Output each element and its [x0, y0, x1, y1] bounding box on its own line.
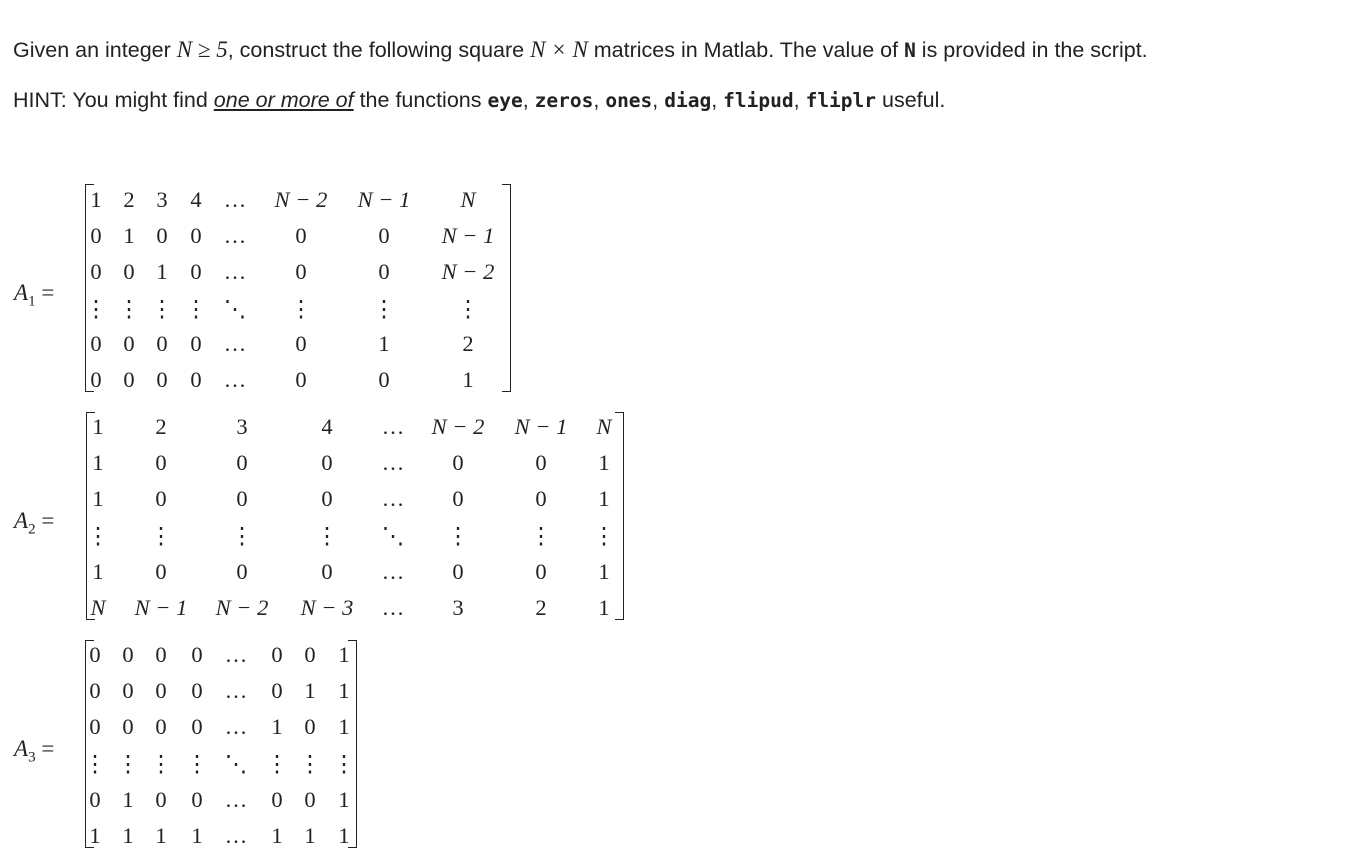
- matrix-cell: 0: [191, 787, 203, 812]
- matrix-cell: ⋮: [149, 751, 173, 776]
- matrix-cell: 0: [122, 678, 134, 703]
- matrix-cell: …: [381, 559, 405, 584]
- matrix-cell: 0: [191, 678, 203, 703]
- matrix-cell: 0: [155, 559, 167, 584]
- matrix-cell: 1: [304, 823, 316, 848]
- matrix-cell: 0: [90, 367, 102, 392]
- matrix-cell: 1: [123, 223, 135, 248]
- matrix-cell: 0: [271, 787, 283, 812]
- matrix-cell: 1: [271, 823, 283, 848]
- matrix-cell: …: [224, 823, 248, 848]
- matrix-right-bracket: [615, 412, 624, 620]
- matrix-cell: 0: [321, 486, 333, 511]
- matrix-cell: 0: [304, 714, 316, 739]
- matrix-cell: 1: [338, 823, 350, 848]
- matrix-cell: 2: [535, 595, 547, 620]
- matrix-cell: 1: [271, 714, 283, 739]
- matrix-cell: 1: [90, 187, 102, 212]
- matrix-cell: 3: [236, 414, 248, 439]
- matrix-cell: 0: [304, 642, 316, 667]
- matrix-cell: N − 2: [215, 595, 269, 620]
- matrix-cell: 0: [321, 450, 333, 475]
- intro-prefix: Given an integer: [13, 38, 177, 62]
- matrix-cell: 0: [123, 259, 135, 284]
- matrix-cell: …: [381, 595, 405, 620]
- matrix-cell: 0: [452, 486, 464, 511]
- matrix-cell: N − 1: [134, 595, 188, 620]
- matrix-cell: 0: [155, 486, 167, 511]
- matrix-cell: 0: [535, 559, 547, 584]
- function-separator: ,: [793, 88, 806, 112]
- matrix-cell: 0: [271, 642, 283, 667]
- matrix-cell: ⋮: [456, 296, 480, 321]
- matrix-left-bracket: [85, 184, 94, 392]
- matrix-cell: ⋮: [332, 751, 356, 776]
- matrix-cell: ⋮: [230, 523, 254, 548]
- matrix-cell: 0: [89, 642, 101, 667]
- matrix-cell: 0: [452, 559, 464, 584]
- matrix-cell: 1: [598, 450, 610, 475]
- matrix-cell: ⋮: [83, 751, 107, 776]
- matrix-cell: N − 2: [274, 187, 328, 212]
- matrix-cell: N − 1: [514, 414, 568, 439]
- matrix-cell: 0: [90, 331, 102, 356]
- function-zeros: zeros: [534, 89, 594, 112]
- matrix-cell: N − 1: [441, 223, 495, 248]
- matrix-cell: N − 1: [357, 187, 411, 212]
- matrix-cell: 0: [156, 331, 168, 356]
- matrix-cell: …: [224, 714, 248, 739]
- matrix-label-1: $A_1$ =: [14, 280, 55, 310]
- matrix-cell: 1: [92, 486, 104, 511]
- matrix-cell: ⋮: [117, 296, 141, 321]
- hint-sentence: [13, 88, 945, 113]
- matrix-cell: 0: [191, 714, 203, 739]
- matrix-cell: 4: [321, 414, 333, 439]
- matrix-cell: 1: [304, 678, 316, 703]
- intro-mid: , construct the following square: [227, 38, 531, 62]
- matrix-cell: …: [381, 450, 405, 475]
- function-diag: diag: [664, 89, 712, 112]
- matrix-cell: 1: [89, 823, 101, 848]
- matrix-cell: ⋮: [265, 751, 289, 776]
- matrix-cell: 1: [338, 642, 350, 667]
- matrix-cell: ⋮: [298, 751, 322, 776]
- matrix-cell: …: [381, 414, 405, 439]
- matrix-label-3: $A_3$ =: [14, 736, 55, 766]
- matrix-cell: 0: [155, 678, 167, 703]
- matrix-cell: 0: [295, 367, 307, 392]
- matrix-cell: N − 2: [441, 259, 495, 284]
- matrix-cell: 1: [191, 823, 203, 848]
- hint-mid: the functions: [353, 88, 488, 112]
- matrix-cell: ⋮: [592, 523, 616, 548]
- matrix-left-bracket: [85, 640, 94, 848]
- intro-size: N × N: [530, 37, 588, 62]
- matrix-cell: …: [224, 678, 248, 703]
- matrix-cell: N − 3: [300, 595, 354, 620]
- function-flipud: flipud: [723, 89, 794, 112]
- matrix-right-bracket: [348, 640, 357, 848]
- matrix-left-bracket: [86, 412, 95, 620]
- matrix-cell: 1: [92, 559, 104, 584]
- matrix-cell: ⋱: [223, 296, 247, 321]
- matrix-cell: 0: [452, 450, 464, 475]
- function-ones: ones: [605, 89, 653, 112]
- matrix-cell: 0: [89, 787, 101, 812]
- matrix-cell: 2: [155, 414, 167, 439]
- matrix-cell: 0: [304, 787, 316, 812]
- intro-condition: N ≥ 5: [176, 37, 228, 62]
- hint-suffix: useful.: [876, 88, 946, 112]
- matrix-cell: 0: [295, 223, 307, 248]
- matrix-cell: ⋮: [184, 296, 208, 321]
- matrix-cell: 0: [155, 642, 167, 667]
- intro-mid2: matrices in Matlab. The value of: [587, 38, 905, 62]
- matrix-cell: ⋮: [149, 523, 173, 548]
- matrix-cell: …: [223, 367, 247, 392]
- function-separator: ,: [593, 88, 606, 112]
- intro-sentence: [13, 37, 1148, 63]
- matrix-cell: …: [224, 787, 248, 812]
- matrix-cell: 0: [190, 223, 202, 248]
- matrix-right-bracket: [502, 184, 511, 392]
- matrix-cell: ⋮: [529, 523, 553, 548]
- matrix-cell: 1: [155, 823, 167, 848]
- matrix-cell: 0: [90, 223, 102, 248]
- matrix-cell: 0: [378, 367, 390, 392]
- function-separator: ,: [522, 88, 535, 112]
- matrix-cell: …: [381, 486, 405, 511]
- intro-variable: N: [904, 39, 916, 62]
- matrix-cell: ⋮: [86, 523, 110, 548]
- function-fliplr: fliplr: [805, 89, 877, 112]
- hint-emphasis: one or more of: [213, 88, 354, 112]
- matrix-cell: 0: [378, 259, 390, 284]
- function-separator: ,: [711, 88, 724, 112]
- matrix-cell: 0: [123, 331, 135, 356]
- matrix-cell: 1: [122, 787, 134, 812]
- matrix-cell: 0: [535, 450, 547, 475]
- matrix-cell: ⋮: [150, 296, 174, 321]
- matrix-cell: 1: [338, 714, 350, 739]
- matrix-cell: …: [223, 259, 247, 284]
- matrix-cell: ⋮: [116, 751, 140, 776]
- matrix-cell: 1: [598, 559, 610, 584]
- matrix-cell: 0: [155, 714, 167, 739]
- matrix-cell: 3: [156, 187, 168, 212]
- matrix-cell: …: [223, 223, 247, 248]
- matrix-cell: 1: [598, 595, 610, 620]
- hint-prefix: HINT: You might find: [13, 88, 214, 112]
- matrix-cell: 0: [155, 787, 167, 812]
- function-separator: ,: [652, 88, 665, 112]
- matrix-cell: 1: [462, 367, 474, 392]
- matrix-cell: 0: [123, 367, 135, 392]
- matrix-cell: 1: [378, 331, 390, 356]
- matrix-cell: 1: [92, 414, 104, 439]
- matrix-cell: 0: [190, 259, 202, 284]
- matrix-cell: ⋮: [289, 296, 313, 321]
- matrix-cell: ⋮: [84, 296, 108, 321]
- matrix-cell: 1: [338, 787, 350, 812]
- matrix-label-2: $A_2$ =: [14, 508, 55, 538]
- matrix-cell: …: [223, 331, 247, 356]
- matrix-cell: 0: [155, 450, 167, 475]
- function-eye: eye: [487, 89, 523, 112]
- matrix-cell: ⋱: [381, 523, 405, 548]
- matrix-cell: 0: [190, 367, 202, 392]
- matrix-cell: 2: [462, 331, 474, 356]
- matrix-cell: ⋮: [315, 523, 339, 548]
- matrix-cell: 0: [156, 367, 168, 392]
- matrix-cell: 2: [123, 187, 135, 212]
- matrix-cell: 0: [191, 642, 203, 667]
- matrix-cell: 0: [122, 642, 134, 667]
- matrix-cell: 0: [89, 678, 101, 703]
- matrix-cell: 0: [535, 486, 547, 511]
- matrix-cell: 0: [236, 559, 248, 584]
- matrix-cell: 0: [321, 559, 333, 584]
- matrix-cell: 0: [122, 714, 134, 739]
- matrix-cell: 0: [90, 259, 102, 284]
- matrix-cell: 1: [598, 486, 610, 511]
- matrix-cell: 1: [156, 259, 168, 284]
- matrix-cell: ⋮: [446, 523, 470, 548]
- matrix-cell: N − 2: [431, 414, 485, 439]
- intro-suffix: is provided in the script.: [915, 38, 1148, 62]
- matrix-cell: 1: [122, 823, 134, 848]
- matrix-cell: ⋮: [185, 751, 209, 776]
- matrix-cell: 0: [236, 450, 248, 475]
- matrix-cell: 0: [156, 223, 168, 248]
- function-list: [487, 88, 876, 112]
- matrix-cell: 1: [92, 450, 104, 475]
- matrix-cell: N: [460, 187, 476, 212]
- matrix-cell: 0: [190, 331, 202, 356]
- matrix-cell: 0: [236, 486, 248, 511]
- matrix-cell: 0: [295, 331, 307, 356]
- matrix-cell: N: [90, 595, 106, 620]
- matrix-cell: 1: [338, 678, 350, 703]
- matrix-cell: …: [223, 187, 247, 212]
- matrix-cell: 0: [89, 714, 101, 739]
- matrix-cell: 4: [190, 187, 202, 212]
- matrix-cell: 0: [271, 678, 283, 703]
- matrix-cell: N: [596, 414, 612, 439]
- matrix-cell: ⋮: [372, 296, 396, 321]
- matrix-cell: …: [224, 642, 248, 667]
- matrix-cell: 0: [295, 259, 307, 284]
- matrix-cell: 0: [378, 223, 390, 248]
- matrix-cell: ⋱: [224, 751, 248, 776]
- matrix-cell: 3: [452, 595, 464, 620]
